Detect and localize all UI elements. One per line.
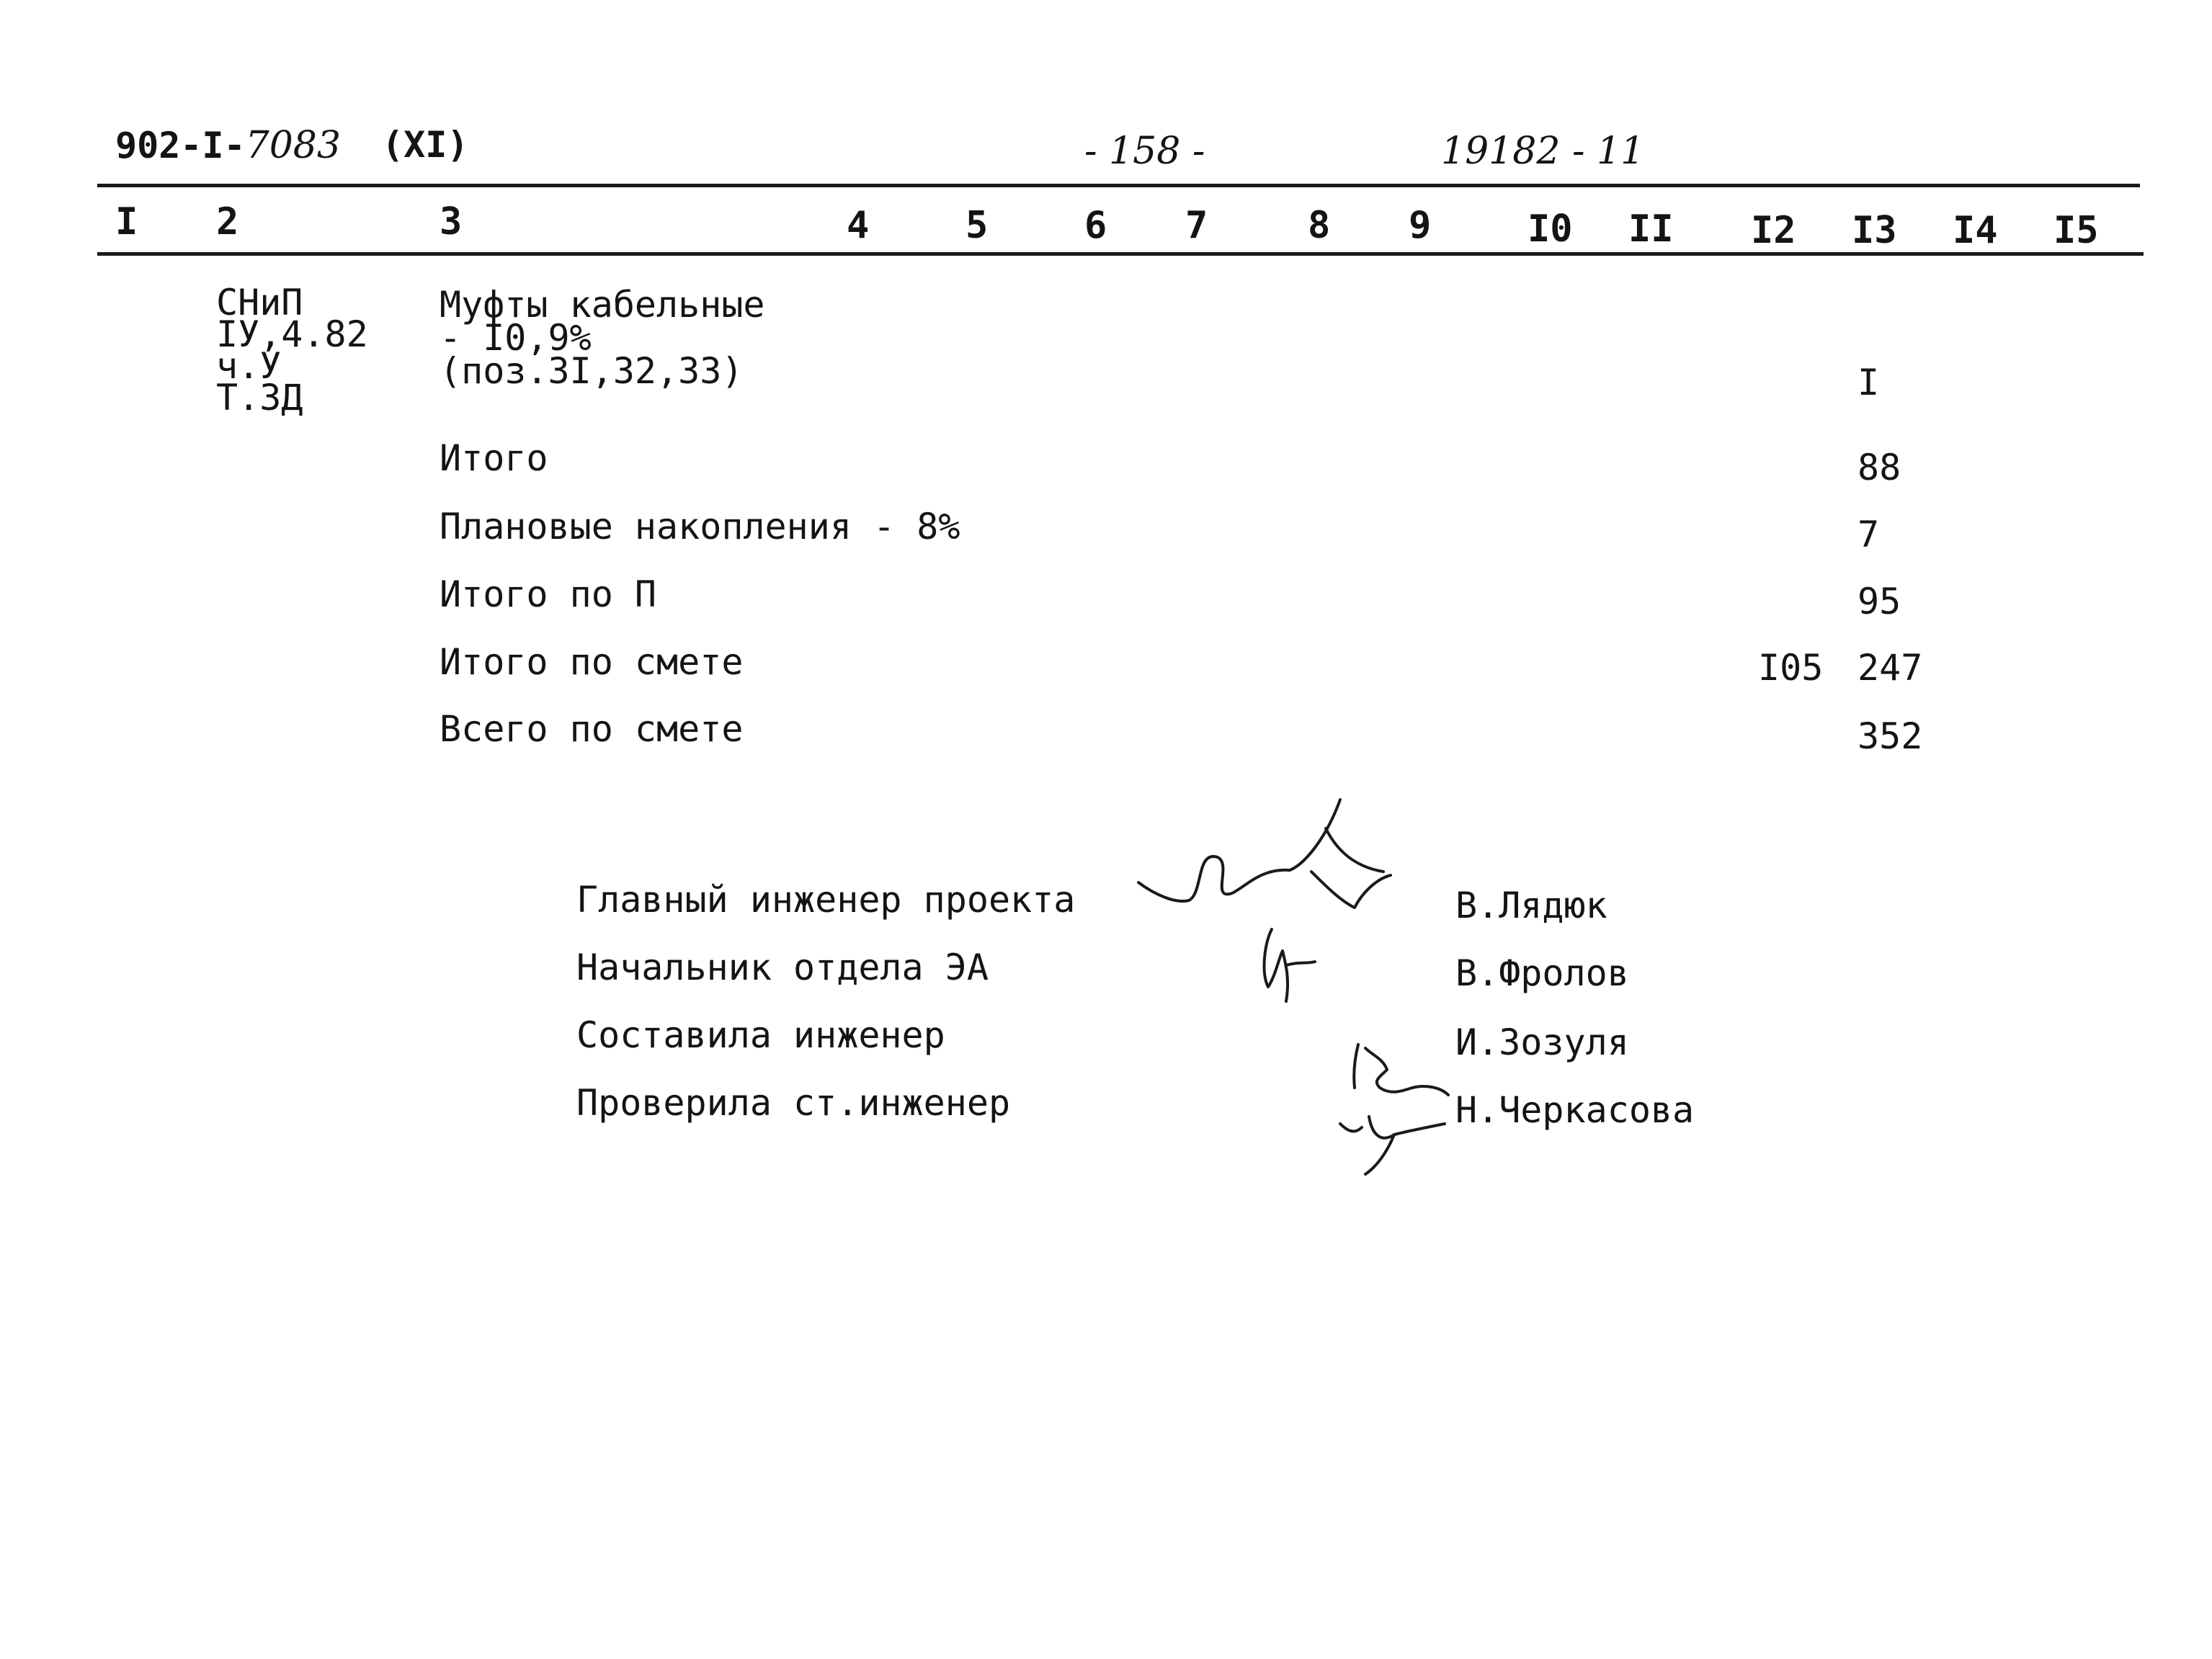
item-line: - I0,9% <box>440 317 592 359</box>
column-number: I5 <box>2053 209 2099 252</box>
signature-name: В.Лядюк <box>1455 885 1607 926</box>
item-line: (поз.3I,32,33) <box>440 350 744 392</box>
column-number: 5 <box>965 204 989 247</box>
reference-number: 19182 - 11 <box>1441 130 1645 173</box>
column-number: 2 <box>216 200 239 243</box>
column-number: 4 <box>847 204 870 247</box>
document-code <box>115 124 341 167</box>
column-number: 8 <box>1308 204 1331 247</box>
column-number: II <box>1628 207 1674 251</box>
signature-role: Составила инженер <box>576 1014 945 1056</box>
page-number: - 158 - <box>1084 130 1205 173</box>
header-top-rule <box>97 184 2140 187</box>
column-number: 7 <box>1185 204 1208 247</box>
item-line: Муфты кабельные <box>440 284 765 326</box>
column-number: 6 <box>1084 204 1107 247</box>
column-number: I0 <box>1528 207 1573 251</box>
document-code-printed: 902-I- <box>115 125 246 166</box>
totals-label: Плановые накопления - 8% <box>440 506 960 547</box>
item-col13-value: I <box>1858 362 1880 403</box>
signature-role: Проверила ст.инженер <box>576 1082 1011 1124</box>
totals-label: Всего по смете <box>440 708 744 750</box>
totals-label: Итого по П <box>440 573 657 615</box>
totals-label: Итого <box>440 437 548 479</box>
signature-name: В.Фролов <box>1455 952 1629 994</box>
totals-col13: 352 <box>1858 715 1923 757</box>
column-number: I <box>115 200 138 243</box>
signature-role: Начальник отдела ЭА <box>576 947 989 988</box>
header-bottom-rule <box>97 252 2144 256</box>
signature-name: Н.Черкасова <box>1455 1089 1695 1131</box>
document-code-handwritten: 7083 <box>245 124 341 167</box>
totals-col12: I05 <box>1758 647 1824 689</box>
totals-col13: 7 <box>1858 514 1880 555</box>
source-reference-line: IУ,4.82 <box>216 313 368 355</box>
totals-col13: 95 <box>1858 581 1901 622</box>
source-reference-line: ч.У <box>216 345 282 387</box>
source-reference-line: СНиП <box>216 282 303 323</box>
source-reference-line: Т.3Д <box>216 377 303 419</box>
column-number: 9 <box>1409 204 1432 247</box>
totals-col13: 88 <box>1858 447 1901 488</box>
handwritten-signatures <box>1124 785 1455 1189</box>
column-number: I3 <box>1852 209 1897 252</box>
column-number: 3 <box>440 200 463 243</box>
column-number: I4 <box>1953 209 1998 252</box>
totals-col13: 247 <box>1858 647 1923 689</box>
column-number: I2 <box>1751 209 1796 252</box>
document-part: (XI) <box>382 124 469 166</box>
signature-role: Главный инженер проекта <box>576 879 1076 921</box>
totals-label: Итого по смете <box>440 641 744 683</box>
signature-name: И.Зозуля <box>1455 1021 1629 1063</box>
